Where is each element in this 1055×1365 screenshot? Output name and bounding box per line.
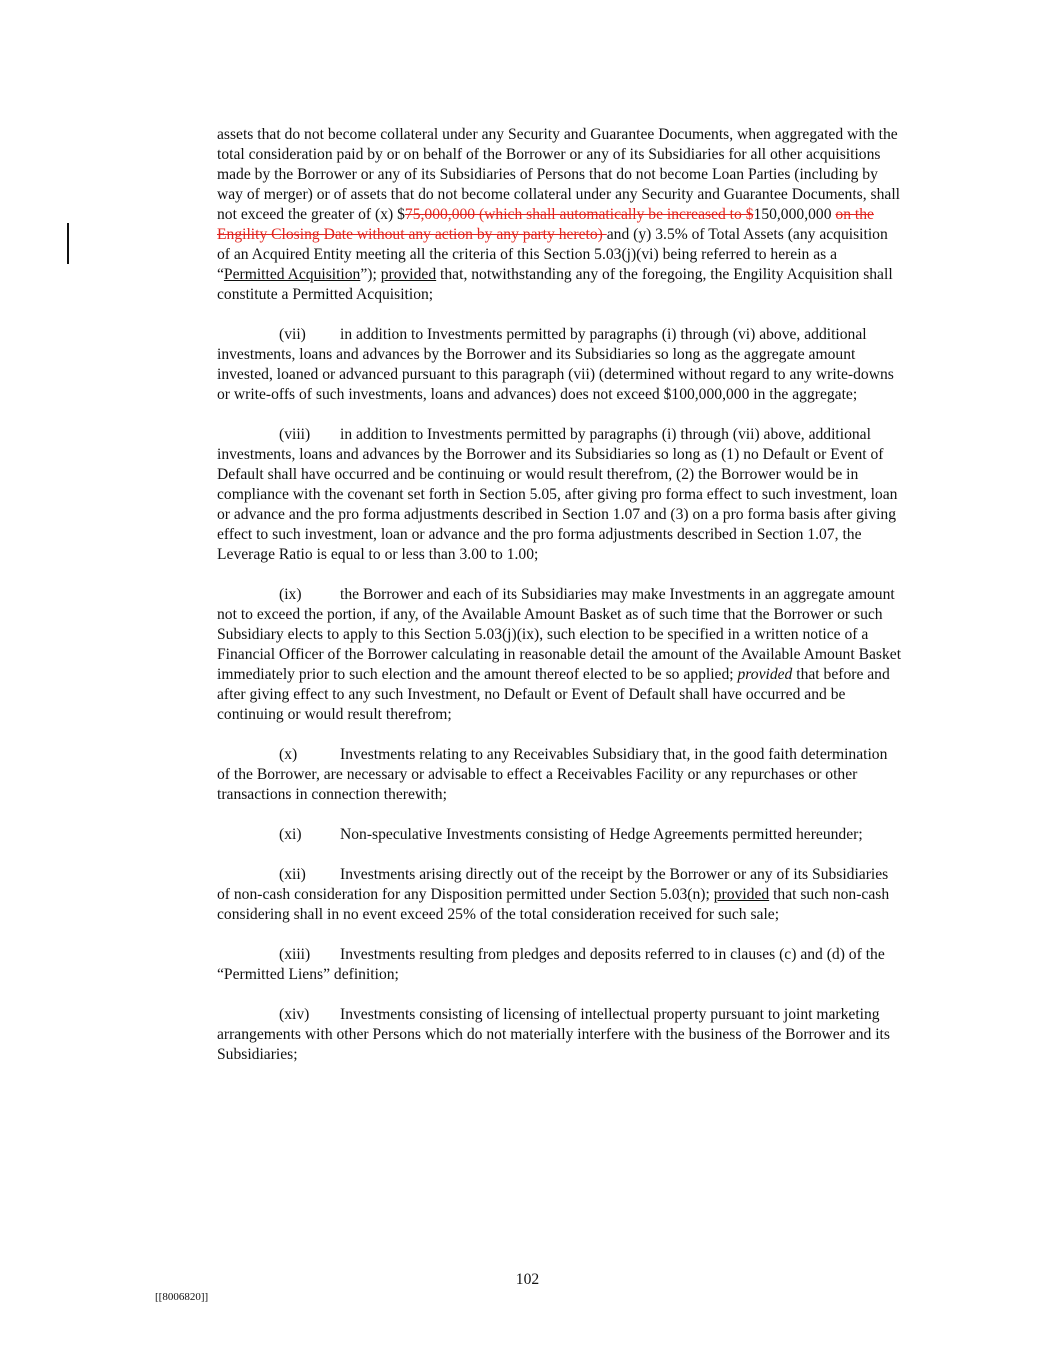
para-text: ”); — [360, 266, 381, 283]
clause-xiv — [217, 1005, 903, 1065]
paragraph-vi-continuation — [217, 125, 903, 305]
clause-vii — [217, 325, 903, 405]
clause-label: (xi) — [279, 826, 302, 843]
clause-text: Investments relating to any Receivables Subsidiary that, in the good faith determination of the Borrower, are necessary or advisable to effect a Receivables Facility or any repurchases or other transactions in connection therewith; — [217, 746, 888, 803]
clause-text: that such non-cash considering shall in no event exceed 25% of the total consideration received for such sale; — [217, 886, 890, 923]
clause-text: Investments consisting of licensing of intellectual property pursuant to joint marketing arrangements with other Persons which do not materially interfere with the business of the Borrower and its Subsidiaries; — [217, 1006, 890, 1063]
para-text: that, notwithstanding any of the foregoing, the Engility Acquisition shall constitute a Permitted Acquisition; — [217, 266, 893, 303]
defined-term: Permitted Acquisition — [223, 266, 361, 283]
clause-text: Investments resulting from pledges and deposits referred to in clauses (c) and (d) of the “Permitted Liens” definition; — [217, 946, 885, 983]
clause-ix — [217, 585, 903, 725]
clause-label: (x) — [279, 746, 298, 763]
document-body — [217, 125, 903, 1085]
proviso-term: provided — [713, 886, 770, 903]
clause-text: in addition to Investments permitted by paragraphs (i) through (vi) above, additional investments, loans and advances by the Borrower and its Subsidiaries so long as the aggregate amount invested, loaned or advanced pursuant to this paragraph (vii) (determined without regard to any write-downs or write-offs of such investments, loans and advances) does not exceed $100,000,000 in the aggregate; — [217, 326, 894, 403]
clause-viii — [217, 425, 903, 565]
document-id: [[8006820]] — [155, 1291, 209, 1303]
deleted-text: 75,000,000 (which shall automatically be increased to $ — [404, 206, 754, 223]
clause-text: in addition to Investments permitted by paragraphs (i) through (vii) above, additional investments, loans and advances by the Borrower and its Subsidiaries so long as (1) no Default or Event of Default shall have occurred and be continuing or would result therefrom, (2) the Borrower would be in compliance with the covenant set forth in Section 5.05, after giving pro forma effect to such investment, loan or advance and the pro forma adjustments described in Section 1.07 and (3) on a pro forma basis after giving effect to such investment, loan or advance and the pro forma adjustments described in Section 1.07, the Leverage Ratio is equal to or less than 3.00 to 1.00; — [217, 426, 898, 563]
clause-xii — [217, 865, 903, 925]
clause-label: (viii) — [279, 426, 311, 443]
proviso-term: provided — [737, 666, 793, 683]
clause-label: (xiii) — [279, 946, 311, 963]
clause-label: (xiv) — [279, 1006, 310, 1023]
clause-text: Non-speculative Investments consisting of Hedge Agreements permitted hereunder; — [340, 826, 863, 843]
change-bar — [67, 223, 69, 264]
clause-xiii — [217, 945, 903, 985]
clause-label: (ix) — [279, 586, 302, 603]
para-text: and (y) 3.5% of Total Assets (any acquisition of an Acquired Entity meeting all the criteria of this Section 5.03(j)(vi) being referred to herein as a “ — [217, 226, 888, 283]
clause-label: (xii) — [279, 866, 306, 883]
inserted-amount: 150,000,000 — [753, 206, 836, 223]
clause-text: the Borrower and each of its Subsidiaries may make Investments in an aggregate amount not to exceed the portion, if any, of the Available Amount Basket as of such time that the Borrower or such Subsidiary elects to apply to this Section 5.03(j)(ix), such election to be specified in a written notice of a Financial Officer of the Borrower calculating in reasonable detail the amount of the Available Amount Basket immediately prior to such election and the amount thereof elected to be so applied; — [217, 586, 902, 683]
clause-x — [217, 745, 903, 805]
page-number: 102 — [515, 1271, 540, 1288]
clause-text: Investments arising directly out of the receipt by the Borrower or any of its Subsidiaries of non-cash consideration for any Disposition permitted under Section 5.03(n); — [217, 866, 889, 903]
clause-xi — [217, 825, 903, 845]
deleted-text: on the Engility Closing Date without any action by any party hereto) — [217, 206, 874, 243]
clause-label: (vii) — [279, 326, 306, 343]
clause-text: that before and after giving effect to any such Investment, no Default or Event of Default shall have occurred and be continuing or would result therefrom; — [217, 666, 890, 723]
proviso-term: provided — [380, 266, 437, 283]
para-text: assets that do not become collateral under any Security and Guarantee Documents, when aggregated with the total consideration paid by or on behalf of the Borrower or any of its Subsidiaries for all other acquisitions made by the Borrower or any of its Subsidiaries of Persons that do not become Loan Parties (including by way of merger) or of assets that do not become collateral under any Security and Guarantee Documents, shall not exceed the greater of (x) $ — [217, 126, 901, 223]
